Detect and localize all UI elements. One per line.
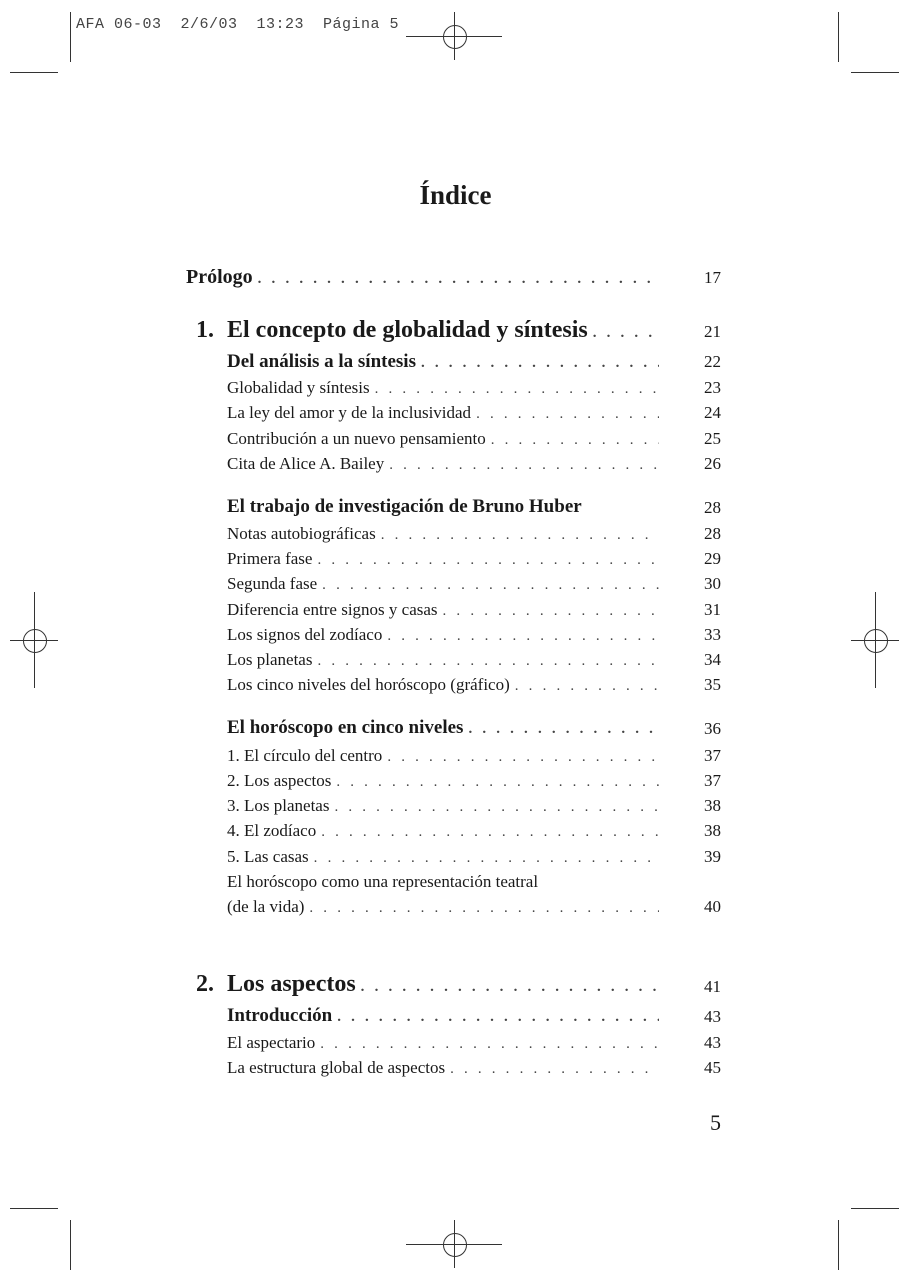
toc-entry — [227, 1058, 663, 1078]
toc-entry-page: 37 — [704, 746, 721, 765]
toc-entry-page: 22 — [704, 352, 721, 371]
toc-entry — [227, 675, 663, 695]
printer-slug: AFA 06-03 2/6/03 13:23 Página 5 — [76, 16, 400, 33]
page-title: Índice — [419, 180, 492, 210]
toc-entry-label: 4. El zodíaco — [227, 821, 317, 840]
toc-entry-page: 23 — [704, 378, 721, 397]
toc-entry-label: Contribución a un nuevo pensamiento — [227, 429, 486, 448]
toc-entry — [227, 549, 663, 569]
toc-entry-label: 1. El círculo del centro — [227, 746, 383, 765]
toc-entry-label: El horóscopo como una representación teatral — [227, 872, 539, 891]
toc-entry-section — [227, 351, 663, 373]
toc-entry-label: La ley del amor y de la inclusividad — [227, 403, 472, 422]
toc-entry — [227, 1033, 663, 1053]
toc-entry-page: 43 — [704, 1033, 721, 1052]
toc-entry — [227, 897, 663, 917]
toc-entry — [227, 771, 663, 791]
toc-entry-label: Primera fase — [227, 549, 313, 568]
toc-entry-page: 28 — [704, 524, 721, 543]
toc-entry — [227, 821, 663, 841]
toc-entry-label: El aspectario — [227, 1033, 316, 1052]
toc-entry-label: La estructura global de aspectos — [227, 1058, 446, 1077]
toc-entry-label: Los signos del zodíaco — [227, 625, 383, 644]
toc-entry-label: El trabajo de investigación de Bruno Huber — [227, 496, 582, 517]
toc-entry-label: Cita de Alice A. Bailey — [227, 454, 385, 473]
toc-entry — [227, 454, 663, 474]
toc-entry-label: Diferencia entre signos y casas — [227, 600, 438, 619]
toc-entry-label: Prólogo — [186, 266, 253, 288]
toc-entry-label: El concepto de globalidad y síntesis — [227, 317, 588, 343]
toc-entry-label: (de la vida) — [227, 897, 305, 916]
toc-entry — [227, 746, 663, 766]
toc-entry — [227, 574, 663, 594]
toc-entry-page: 39 — [704, 847, 721, 866]
chapter-number: 2. — [196, 971, 214, 997]
toc-entry-section — [227, 717, 663, 739]
toc-entry-page: 36 — [704, 719, 721, 738]
toc-entry — [227, 796, 663, 816]
toc-entry-section — [227, 496, 663, 518]
toc-entry-prologue — [186, 266, 663, 289]
toc-entry-label: El horóscopo en cinco niveles — [227, 717, 464, 738]
toc-entry — [227, 847, 663, 867]
toc-entry-label: Notas autobiográficas — [227, 524, 376, 543]
toc-entry-page: 28 — [704, 498, 721, 517]
toc-entry-label: 3. Los planetas — [227, 796, 330, 815]
toc-entry-label: Del análisis a la síntesis — [227, 351, 416, 372]
toc-entry-label: 5. Las casas — [227, 847, 309, 866]
toc-entry-page: 38 — [704, 796, 721, 815]
toc-entry-label: Los planetas — [227, 650, 313, 669]
chapter-number: 1. — [196, 317, 214, 343]
toc-entry-page: 21 — [704, 322, 721, 341]
toc-entry-page: 26 — [704, 454, 721, 473]
page-number: 5 — [710, 1110, 721, 1135]
toc-entry-label: Los aspectos — [227, 971, 356, 997]
toc-entry-page: 25 — [704, 429, 721, 448]
toc-entry-page: 45 — [704, 1058, 721, 1077]
toc-entry — [227, 429, 663, 449]
toc-entry-page: 40 — [704, 897, 721, 916]
toc-entry-label: Globalidad y síntesis — [227, 378, 370, 397]
toc-entry-page: 17 — [704, 268, 721, 287]
toc-entry-page: 37 — [704, 771, 721, 790]
toc-entry-page: 35 — [704, 675, 721, 694]
toc-entry-chapter-2 — [227, 971, 663, 998]
toc-entry — [227, 524, 663, 544]
toc-entry-chapter-1 — [227, 317, 663, 344]
toc-entry-section — [227, 1005, 663, 1027]
toc-entry-label: Segunda fase — [227, 574, 318, 593]
toc-entry-page: 30 — [704, 574, 721, 593]
toc-entry — [227, 600, 663, 620]
toc-entry — [227, 650, 663, 670]
toc-entry-label: 2. Los aspectos — [227, 771, 332, 790]
toc-entry — [227, 378, 663, 398]
toc-entry-page: 29 — [704, 549, 721, 568]
toc-entry-page: 31 — [704, 600, 721, 619]
toc-entry — [227, 403, 663, 423]
toc-entry-label: Introducción — [227, 1005, 333, 1026]
toc-entry-page: 41 — [704, 977, 721, 996]
toc-entry-page: 43 — [704, 1007, 721, 1026]
toc-entry-page: 38 — [704, 821, 721, 840]
toc-entry — [227, 625, 663, 645]
toc-entry-page: 33 — [704, 625, 721, 644]
toc-entry-label: Los cinco niveles del horóscopo (gráfico) — [227, 675, 510, 694]
toc-entry-page: 34 — [704, 650, 721, 669]
toc-entry-page: 24 — [704, 403, 721, 422]
